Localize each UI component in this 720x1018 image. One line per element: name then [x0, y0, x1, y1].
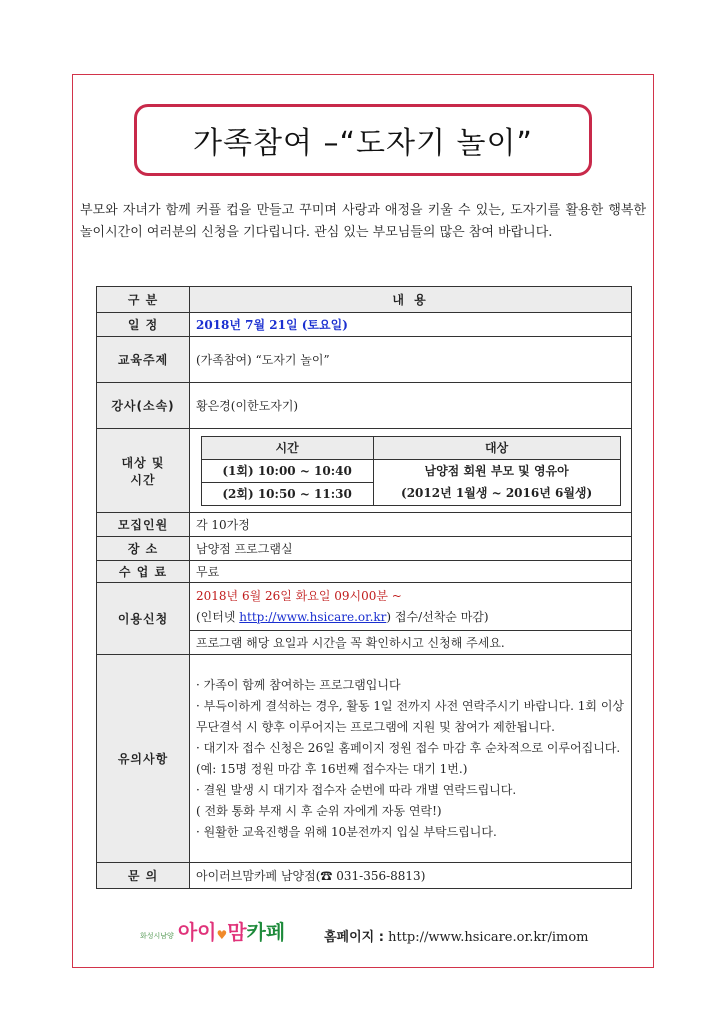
- header-label: 구 분: [97, 287, 190, 313]
- logo-region-text: 화성시남양: [140, 932, 174, 940]
- target-header: 대상: [373, 436, 620, 459]
- topic-label: 교육주제: [97, 337, 190, 383]
- apply-method-post: ) 접수/선착순 마감): [386, 609, 489, 624]
- title-box: [134, 104, 592, 176]
- note-item: · 가족이 함께 참여하는 프로그램입니다: [196, 677, 401, 692]
- date-label: 일 정: [97, 313, 190, 337]
- session-1: (1회) 10:00 ~ 10:40: [201, 459, 373, 482]
- date-row: [97, 313, 632, 337]
- target-audience: [373, 459, 620, 505]
- page-title: 가족참여 –“도자기 놀이”: [193, 126, 533, 161]
- target-label: 대상 및 시간: [97, 429, 190, 513]
- topic-row: [97, 337, 632, 383]
- contact-value: 아이러브맘카페 남양점(☎ 031-356-8813): [190, 863, 632, 889]
- date-value: 2018년 7월 21일 (토요일): [190, 313, 632, 337]
- instructor-row: [97, 383, 632, 429]
- instructor-label: 강사(소속): [97, 383, 190, 429]
- note-item: · 결원 발생 시 대기자 접수자 순번에 따라 개별 연락드립니다.: [196, 782, 517, 797]
- place-value: 남양점 프로그램실: [190, 537, 632, 561]
- note-item: ( 전화 통화 부재 시 후 순위 자에게 자동 연락!): [196, 803, 442, 818]
- time-header: 시간: [201, 436, 373, 459]
- instructor-value: 황은경(이한도자기): [190, 383, 632, 429]
- capacity-label: 모집인원: [97, 513, 190, 537]
- capacity-value: 각 10가정: [190, 513, 632, 537]
- target-row: [97, 429, 632, 513]
- logo-brand: [178, 916, 285, 945]
- fee-label: 수 업 료: [97, 561, 190, 583]
- logo-brand-b: 맘: [227, 920, 247, 944]
- apply-url-link[interactable]: http://www.hsicare.or.kr: [239, 609, 387, 624]
- fee-value: 무료: [190, 561, 632, 583]
- target-line-2: (2012년 1월생 ~ 2016년 6월생): [401, 486, 593, 500]
- fee-row: [97, 561, 632, 583]
- intro-paragraph: 부모와 자녀가 함께 커플 컵을 만들고 꾸미며 사랑과 애정을 키울 수 있는, 도자기를 활용한 행복한 놀이시간이 여러분의 신청을 기다립니다. 관심 있는 부모님들의 많은 참여 바랍니다.: [80, 203, 646, 240]
- schedule-table: [201, 436, 621, 506]
- table-header-row: [97, 287, 632, 313]
- homepage-link[interactable]: http://www.hsicare.or.kr/imom: [388, 930, 589, 945]
- info-table: [96, 286, 632, 889]
- apply-method-pre: (인터넷: [196, 609, 240, 624]
- notes-row: [97, 655, 632, 863]
- cafe-logo: [140, 916, 285, 945]
- note-item: · 부득이하게 결석하는 경우, 활동 1일 전까지 사전 연락주시기 바랍니다. 1회 이상 무단결석 시 향후 이루어지는 프로그램에 지원 및 참여가 제한됩니다.: [196, 698, 625, 734]
- apply-start: 2018년 6월 26일 화요일 09시00분 ~: [196, 588, 402, 603]
- notes-list: [190, 655, 632, 863]
- logo-brand-a: 아이: [177, 920, 217, 944]
- apply-row: [97, 583, 632, 631]
- contact-row: [97, 863, 632, 889]
- target-line-1: 남양점 회원 부모 및 영유아: [424, 464, 569, 478]
- note-item: · 대기자 접수 신청은 26일 홈페이지 정원 접수 마감 후 순차적으로 이루어집니다. (예: 15명 정원 마감 후 16번째 접수자는 대기 1번.): [196, 740, 621, 776]
- place-label: 장 소: [97, 537, 190, 561]
- topic-value: (가족참여) “도자기 놀이”: [190, 337, 632, 383]
- place-row: [97, 537, 632, 561]
- session-2: (2회) 10:50 ~ 11:30: [201, 482, 373, 505]
- header-content: 내 용: [190, 287, 632, 313]
- apply-label: 이용신청: [97, 583, 190, 655]
- capacity-row: [97, 513, 632, 537]
- apply-note: 프로그램 해당 요일과 시간을 꼭 확인하시고 신청해 주세요.: [190, 631, 632, 655]
- homepage-line: [324, 926, 589, 945]
- apply-method: [196, 607, 625, 628]
- logo-brand-c: 카페: [246, 920, 286, 944]
- note-item: · 원활한 교육진행을 위해 10분전까지 입실 부탁드립니다.: [196, 824, 497, 839]
- contact-label: 문 의: [97, 863, 190, 889]
- heart-icon: ♥: [216, 928, 228, 942]
- target-content: [190, 429, 632, 513]
- homepage-label: 홈페이지 :: [324, 930, 384, 945]
- apply-content: [190, 583, 632, 631]
- notes-label: 유의사항: [97, 655, 190, 863]
